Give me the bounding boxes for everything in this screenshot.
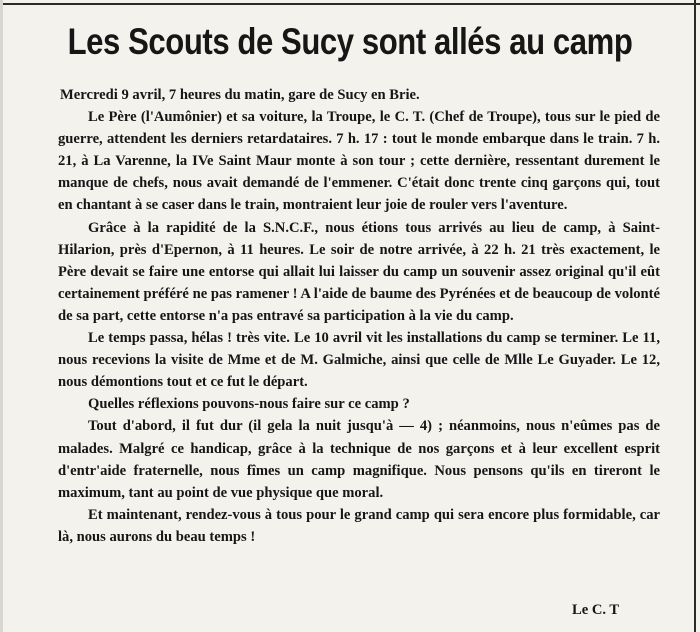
left-edge-shadow: [0, 0, 3, 632]
right-border-rule: [694, 0, 696, 632]
article-paragraph: Le temps passa, hélas ! très vite. Le 10 avril vit les installations du camp se terminer. Le 11, nous recevions la visite de Mme et de M. Galmiche, ainsi que celle de Mlle Le Guyader. Le 12, nous démontions tout et ce fut le départ.: [58, 330, 660, 391]
article-signature: Le C. T: [572, 602, 620, 618]
article-paragraph: Tout d'abord, il fut dur (il gela la nuit jusqu'à — 4) ; néanmoins, nous n'eûmes pas de malades. Malgré ce handicap, grâce à la technique de nos garçons et à leur excellent esprit d'entr'aide fraternelle, nous fîmes un camp magnifique. Nous pensons qu'ils en tireront le maximum, tant au point de vue physique que moral.: [58, 418, 660, 501]
top-border-rule: [0, 3, 700, 5]
article-paragraph: Quelles réflexions pouvons-nous faire sur ce camp ?: [88, 396, 410, 413]
article-paragraph: Le Père (l'Aumônier) et sa voiture, la Troupe, le C. T. (Chef de Troupe), tous sur le pied de guerre, attendent les derniers retardataires. 7 h. 17 : tout le monde embarque dans le train. 7 h. 21, à La Varenne, la IVe Saint Maur monte à son tour ; cette dernière, ressentant durement le manque de chefs, nous avait demandé de l'emmener. C'était donc trente cinq garçons qui, tout en chantant à se caser dans le train, montraient leur joie de rouler vers l'aventure.: [58, 109, 660, 214]
article-paragraph: Mercredi 9 avril, 7 heures du matin, gare de Sucy en Brie.: [60, 87, 420, 103]
article-paragraph: Et maintenant, rendez-vous à tous pour le grand camp qui sera encore plus formidable, car là, nous aurons du beau temps !: [58, 506, 660, 545]
article-title: Les Scouts de Sucy sont allés au camp: [67, 21, 633, 62]
article-body: [58, 84, 660, 548]
article-paragraph: Grâce à la rapidité de la S.N.C.F., nous étions tous arrivés au lieu de camp, à Saint-Hilarion, près d'Epernon, à 11 heures. Le soir de notre arrivée, à 22 h. 21 très exactement, le Père devait se faire une entorse qui allait lui laisser du camp un souvenir assez original qu'il eût certainement préféré ne pas ramener ! A l'aide de baume des Pyrénées et de beaucoup de volonté de sa part, cette entorse n'a pas entravé sa participation à la vie du camp.: [58, 219, 660, 324]
